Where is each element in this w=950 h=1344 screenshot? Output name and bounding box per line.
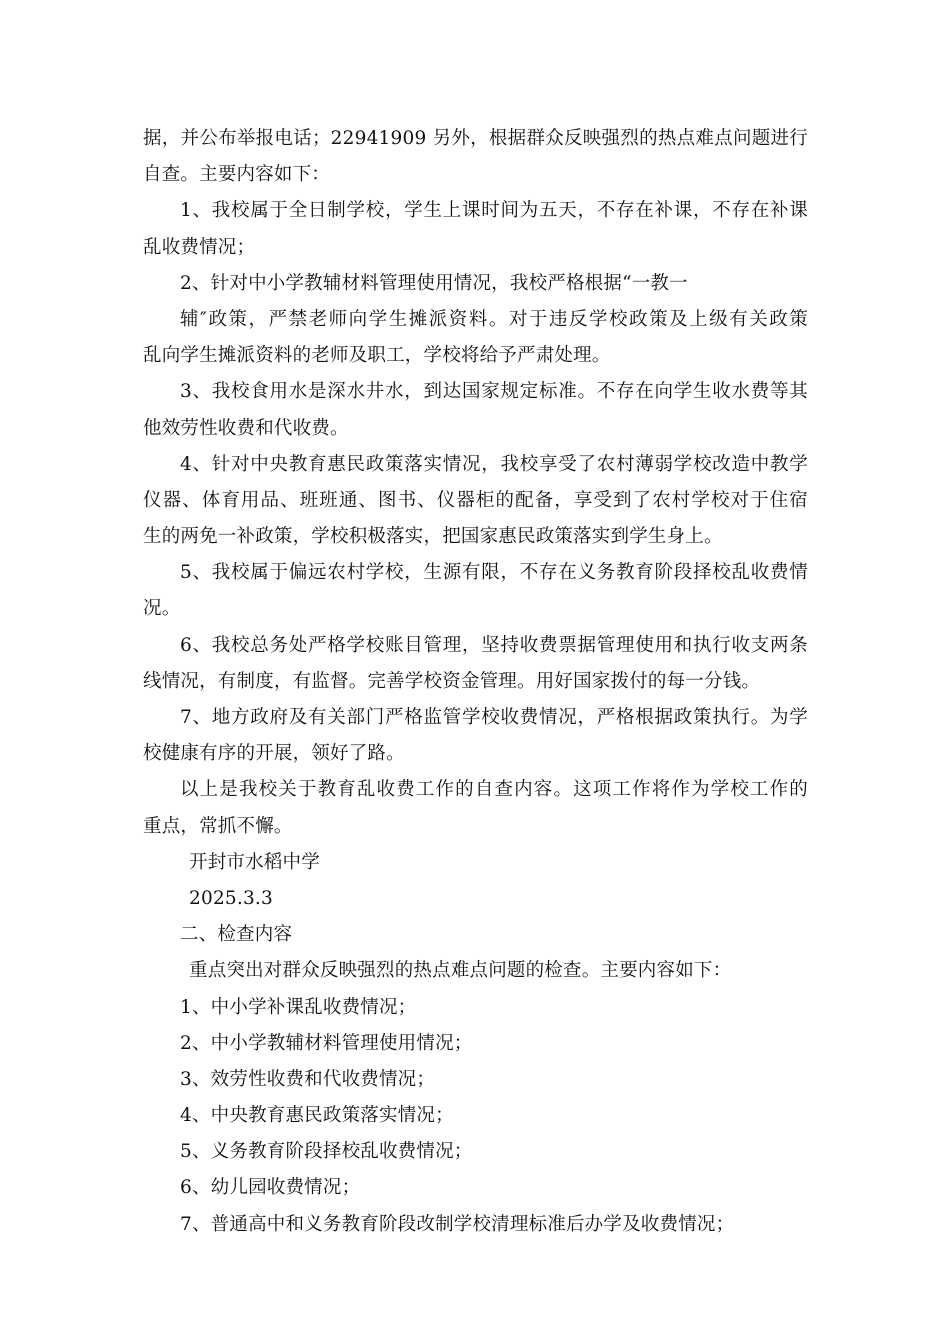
text-line: 辅″政策，严禁老师向学生摊派资料。对于违反学校政策及上级有关政策 — [180, 308, 808, 330]
text-line: 重点，常抓不懈。 — [143, 815, 293, 837]
text-line: 4、中央教育惠民政策落实情况； — [180, 1105, 454, 1127]
text-line: 1、我校属于全日制学校，学生上课时间为五天，不存在补课，不存在补课 — [180, 200, 808, 222]
text-line: 乱向学生摊派资料的老师及职工，学校将给予严肃处理。 — [143, 345, 611, 367]
text-line: 1、中小学补课乱收费情况； — [180, 996, 417, 1018]
text-line: 仪器、体育用品、班班通、图书、仪器柜的配备，享受到了农村学校对于住宿 — [143, 489, 808, 511]
text-line: 2、中小学教辅材料管理使用情况； — [180, 1032, 473, 1054]
text-line: 2025.3.3 — [189, 887, 273, 909]
text-line: 2、针对中小学教辅材料管理使用情况，我校严格根据“一教一 — [180, 272, 688, 294]
text-line: 况。 — [143, 598, 181, 620]
text-line: 生的两免一补政策，学校积极落实，把国家惠民政策落实到学生身上。 — [143, 526, 723, 548]
text-line: 线情况，有制度，有监督。完善学校资金管理。用好国家拨付的每一分钱。 — [143, 670, 761, 692]
text-line: 3、效劳性收费和代收费情况； — [180, 1068, 436, 1090]
text-line: 重点突出对群众反映强烈的热点难点问题的检查。主要内容如下： — [189, 960, 732, 982]
text-line: 3、我校食用水是深水井水，到达国家规定标准。不存在向学生收水费等其 — [180, 381, 808, 403]
text-line: 6、幼儿园收费情况； — [180, 1177, 361, 1199]
text-line: 自查。主要内容如下： — [143, 164, 331, 186]
text-line: 据，并公布举报电话；22941909 另外，根据群众反映强烈的热点难点问题进行 — [143, 128, 808, 149]
text-line: 5、义务教育阶段择校乱收费情况； — [180, 1141, 473, 1163]
text-line: 4、针对中央教育惠民政策落实情况，我校享受了农村薄弱学校改造中教学 — [180, 453, 808, 475]
document-body — [143, 121, 808, 1243]
text-line: 7、普通高中和义务教育阶段改制学校清理标准后办学及收费情况； — [180, 1213, 735, 1235]
text-line: 开封市水稻中学 — [189, 851, 320, 873]
text-line: 6、我校总务处严格学校账目管理，坚持收费票据管理使用和执行收支两条 — [180, 634, 808, 656]
text-line: 乱收费情况； — [143, 236, 256, 258]
text-line: 二、检查内容 — [180, 924, 293, 946]
text-line: 5、我校属于偏远农村学校，生源有限，不存在义务教育阶段择校乱收费情 — [180, 562, 808, 584]
text-line: 校健康有序的开展，领好了路。 — [143, 743, 405, 765]
text-line: 他效劳性收费和代收费。 — [143, 417, 349, 439]
text-line: 7、地方政府及有关部门严格监管学校收费情况，严格根据政策执行。为学 — [180, 707, 808, 728]
text-line: 以上是我校关于教育乱收费工作的自查内容。这项工作将作为学校工作的 — [180, 779, 808, 801]
